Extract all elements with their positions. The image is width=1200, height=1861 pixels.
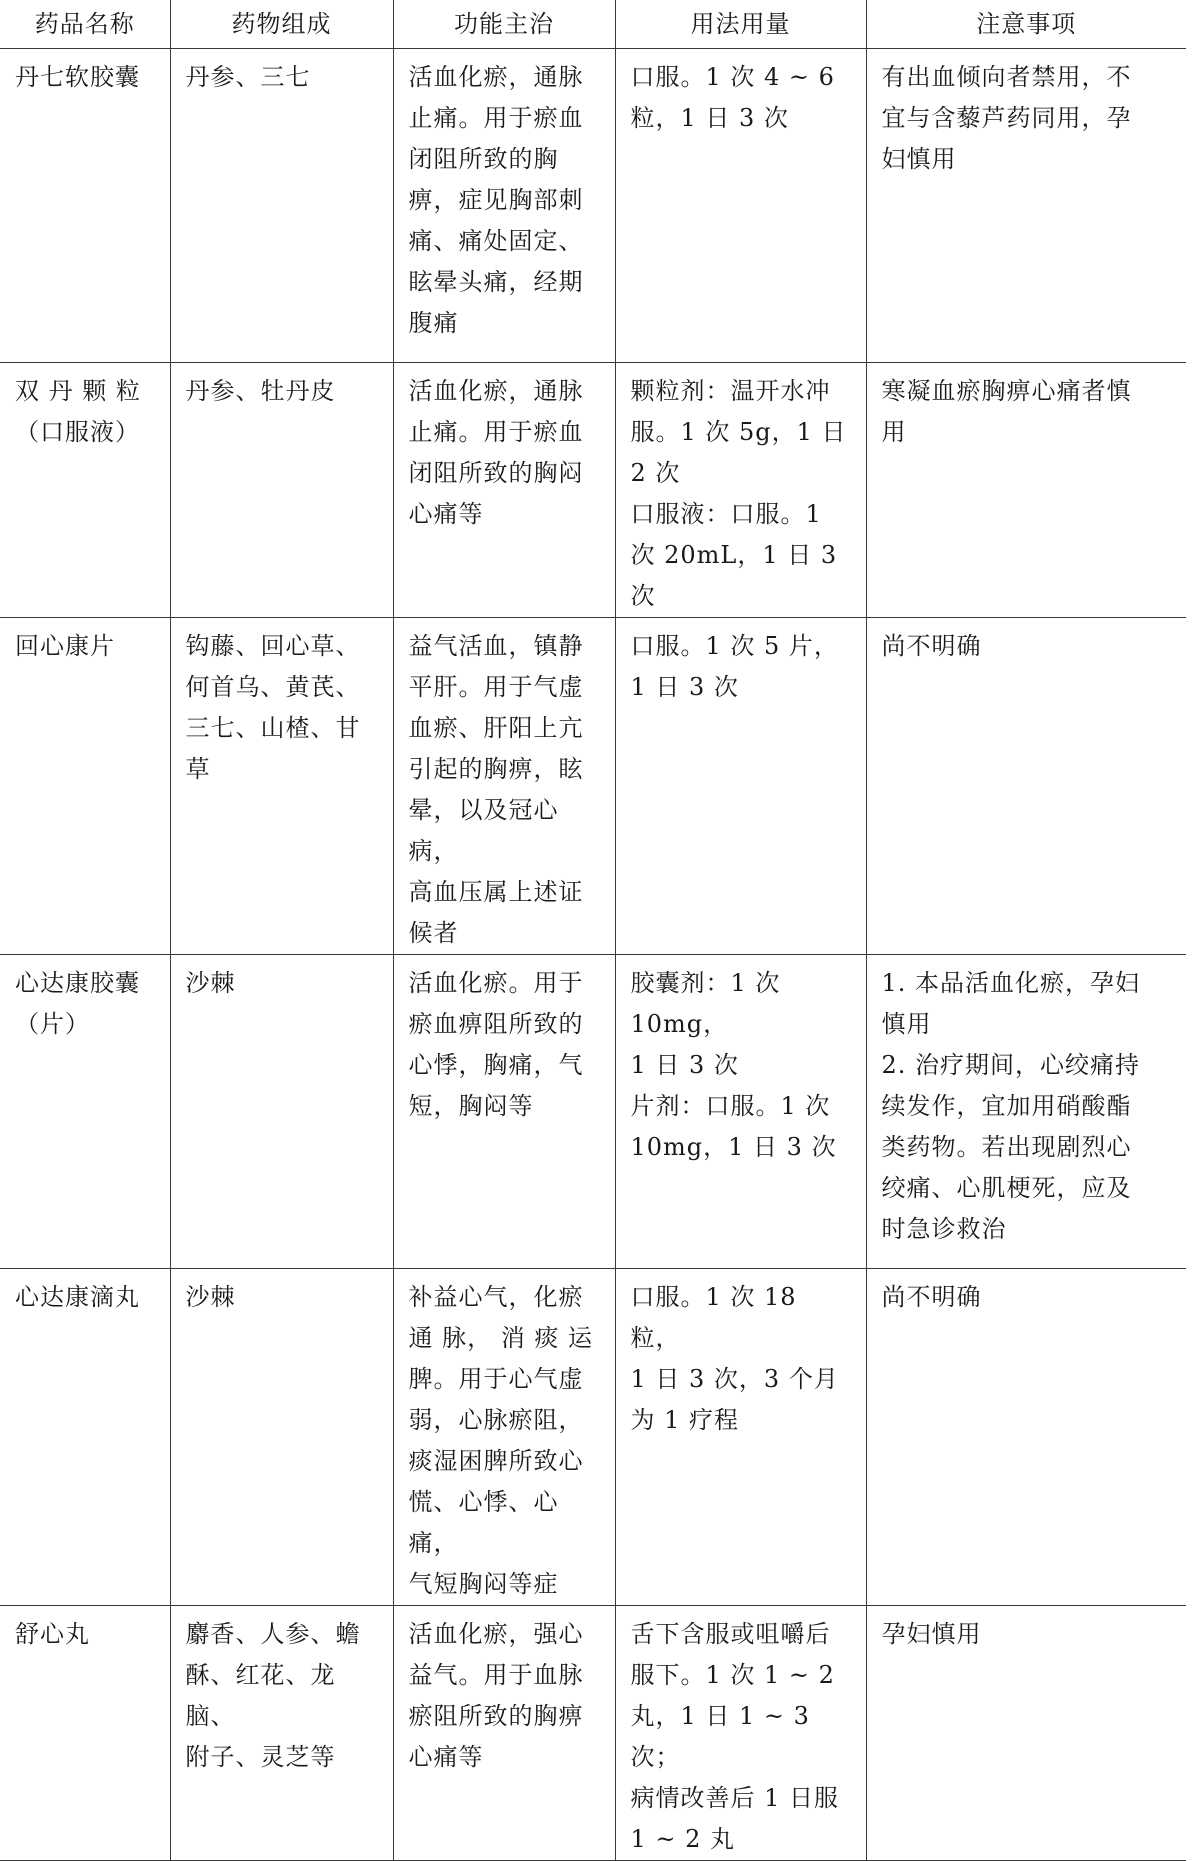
table-row	[0, 618, 1186, 955]
cell-text-line: 妇慎用	[881, 145, 957, 173]
cell-text-line: 平肝。用于气虚	[408, 673, 584, 701]
cell-text-line: 活血化瘀，强心	[408, 1620, 584, 1648]
cell-text-line: 瘀阻所致的胸痹	[408, 1702, 584, 1730]
cell-text-line: 止痛。用于瘀血	[408, 104, 584, 132]
cell-text-line: 弱，心脉瘀阻，	[408, 1406, 584, 1434]
cell-text-line: 舌下含服或咀嚼后	[630, 1620, 831, 1648]
cautions-cell	[866, 1269, 1186, 1606]
cell-text-line: 为 1 疗程	[630, 1406, 740, 1434]
usage-dosage-cell	[615, 1606, 866, 1861]
cell-text-line: 颗粒剂：温开水冲	[630, 377, 831, 405]
cell-text-line: 闭阻所致的胸闷	[408, 459, 584, 487]
composition-cell	[170, 49, 393, 363]
cell-text-line: 1 ~ 2 丸	[630, 1825, 736, 1853]
table-row	[0, 955, 1186, 1269]
cell-text-line: 尚不明确	[881, 1283, 982, 1311]
cautions-cell	[866, 955, 1186, 1269]
cell-text-line: 高血压属上述证	[408, 878, 584, 906]
cell-text-line: 病情改善后 1 日服	[630, 1784, 840, 1812]
cell-text-line: 胶囊剂：1 次 10mg，	[630, 969, 790, 1038]
table-row	[0, 1269, 1186, 1606]
cell-text-line: 气短胸闷等症	[408, 1570, 559, 1598]
cell-text-line: 1 日 3 次	[630, 673, 739, 701]
composition-cell	[170, 955, 393, 1269]
cell-text-line: 眩晕头痛，经期	[408, 268, 584, 296]
cell-text-line: 益气。用于血脉	[408, 1661, 584, 1689]
cell-text-line: 引起的胸痹，眩	[408, 755, 584, 783]
indications-cell	[393, 618, 615, 955]
indications-cell	[393, 49, 615, 363]
cell-text-line: 1 日 3 次	[630, 1051, 739, 1079]
table-row	[0, 49, 1186, 363]
cell-text-line: 脾。用于心气虚	[408, 1365, 584, 1393]
cautions-cell	[866, 363, 1186, 618]
drug-name-cell	[0, 1269, 170, 1606]
header-indications: 功能主治	[393, 0, 615, 49]
indications-cell	[393, 1606, 615, 1861]
cell-text-line: 瘀血痹阻所致的	[408, 1010, 584, 1038]
cell-text-line: 麝香、人参、蟾	[185, 1620, 361, 1648]
usage-dosage-cell	[615, 1269, 866, 1606]
usage-dosage-cell	[615, 955, 866, 1269]
cell-text-line: 活血化瘀。用于	[408, 969, 584, 997]
composition-cell	[170, 1269, 393, 1606]
header-drug-name: 药品名称	[0, 0, 170, 49]
cell-text-line: 补益心气，化瘀	[408, 1283, 584, 1311]
cell-text-line: 益气活血，镇静	[408, 632, 584, 660]
drug-name-cell	[0, 1606, 170, 1861]
indications-cell	[393, 1269, 615, 1606]
cell-text-line: 心悸，胸痛，气	[408, 1051, 584, 1079]
cell-text-line: 止痛。用于瘀血	[408, 418, 584, 446]
cell-text-line: 类药物。若出现剧烈心	[881, 1133, 1132, 1161]
table-body	[0, 49, 1186, 1861]
cell-text-line: 活血化瘀，通脉	[408, 63, 584, 91]
cell-text-line: 寒凝血瘀胸痹心痛者慎	[881, 377, 1132, 405]
cell-text-line: 心达康胶囊	[15, 969, 140, 997]
cell-text-line: 孕妇慎用	[881, 1620, 982, 1648]
drug-name-cell	[0, 618, 170, 955]
cell-text-line: 宜与含藜芦药同用，孕	[881, 104, 1132, 132]
cell-text-line: 绞痛、心肌梗死，应及	[881, 1174, 1132, 1202]
cell-text-line: 1 日 3 次，3 个月	[630, 1365, 839, 1393]
cautions-cell	[866, 49, 1186, 363]
drug-name-cell	[0, 955, 170, 1269]
table-row	[0, 1606, 1186, 1861]
cautions-cell	[866, 618, 1186, 955]
cell-text-line: 口服液：口服。1	[630, 500, 822, 528]
cell-text-line: 候者	[408, 919, 459, 947]
indications-cell	[393, 363, 615, 618]
cell-text-line: 附子、灵芝等	[185, 1743, 336, 1771]
cell-text-line: 腹痛	[408, 309, 459, 337]
cell-text-line: 有出血倾向者禁用，不	[881, 63, 1132, 91]
cell-text-line: 晕，以及冠心病，	[408, 796, 559, 865]
cell-text-line: 心达康滴丸	[15, 1283, 140, 1311]
cell-text-line: 片剂：口服。1 次	[630, 1092, 831, 1120]
cell-text-line: 丹七软胶囊	[15, 63, 140, 91]
cell-text-line: 何首乌、黄芪、	[185, 673, 361, 701]
cell-text-line: 通 脉， 消 痰 运	[408, 1324, 594, 1352]
cell-text-line: （片）	[15, 1010, 90, 1038]
usage-dosage-cell	[615, 363, 866, 618]
cell-text-line: 钩藤、回心草、	[185, 632, 361, 660]
cell-text-line: 草	[185, 755, 211, 783]
cell-text-line: 丸，1 日 1 ~ 3 次；	[630, 1702, 819, 1771]
cell-text-line: 沙棘	[185, 969, 236, 997]
cell-text-line: 口服。1 次 18 粒，	[630, 1283, 806, 1352]
cell-text-line: 时急诊救治	[881, 1215, 1007, 1243]
cell-text-line: 用	[881, 418, 907, 446]
cell-text-line: 回心康片	[15, 632, 115, 660]
cautions-cell	[866, 1606, 1186, 1861]
table-header	[0, 0, 1186, 49]
cell-text-line: 口服。1 次 5 片，	[630, 632, 839, 660]
cell-text-line: 痰湿困脾所致心	[408, 1447, 584, 1475]
cell-text-line: 痹，症见胸部刺	[408, 186, 584, 214]
cell-text-line: 2. 治疗期间，心绞痛持	[881, 1051, 1141, 1079]
drug-name-cell	[0, 363, 170, 618]
cell-text-line: 次 20mL，1 日 3 次	[630, 541, 846, 610]
cell-text-line: 丹参、三七	[185, 63, 311, 91]
composition-cell	[170, 618, 393, 955]
cell-text-line: 服。1 次 5g，1 日	[630, 418, 847, 446]
cell-text-line: 沙棘	[185, 1283, 236, 1311]
cell-text-line: 痛、痛处固定、	[408, 227, 584, 255]
header-cautions: 注意事项	[866, 0, 1186, 49]
cell-text-line: 三七、山楂、甘	[185, 714, 361, 742]
cell-text-line: 服下。1 次 1 ~ 2	[630, 1661, 835, 1689]
cell-text-line: 双 丹 颗 粒	[15, 377, 141, 405]
cell-text-line: 活血化瘀，通脉	[408, 377, 584, 405]
cell-text-line: 粒，1 日 3 次	[630, 104, 789, 132]
usage-dosage-cell	[615, 618, 866, 955]
cell-text-line: 舒心丸	[15, 1620, 90, 1648]
cell-text-line: 慎用	[881, 1010, 932, 1038]
cell-text-line: 心痛等	[408, 1743, 484, 1771]
header-usage-dosage: 用法用量	[615, 0, 866, 49]
table-row	[0, 363, 1186, 618]
cell-text-line: 心痛等	[408, 500, 484, 528]
header-row	[0, 0, 1186, 49]
cell-text-line: 尚不明确	[881, 632, 982, 660]
cell-text-line: 1. 本品活血化瘀，孕妇	[881, 969, 1141, 997]
cell-text-line: 口服。1 次 4 ~ 6	[630, 63, 835, 91]
cell-text-line: 短，胸闷等	[408, 1092, 534, 1120]
cell-text-line: 慌、心悸、心痛，	[408, 1488, 559, 1557]
header-composition: 药物组成	[170, 0, 393, 49]
cell-text-line: 闭阻所致的胸	[408, 145, 559, 173]
cell-text-line: 酥、红花、龙脑、	[185, 1661, 336, 1730]
composition-cell	[170, 363, 393, 618]
cell-text-line: （口服液）	[15, 418, 140, 446]
cell-text-line: 2 次	[630, 459, 681, 487]
usage-dosage-cell	[615, 49, 866, 363]
composition-cell	[170, 1606, 393, 1861]
indications-cell	[393, 955, 615, 1269]
drug-name-cell	[0, 49, 170, 363]
cell-text-line: 血瘀、肝阳上亢	[408, 714, 584, 742]
cell-text-line: 丹参、牡丹皮	[185, 377, 336, 405]
cell-text-line: 10mg，1 日 3 次	[630, 1133, 837, 1161]
cell-text-line: 续发作，宜加用硝酸酯	[881, 1092, 1132, 1120]
